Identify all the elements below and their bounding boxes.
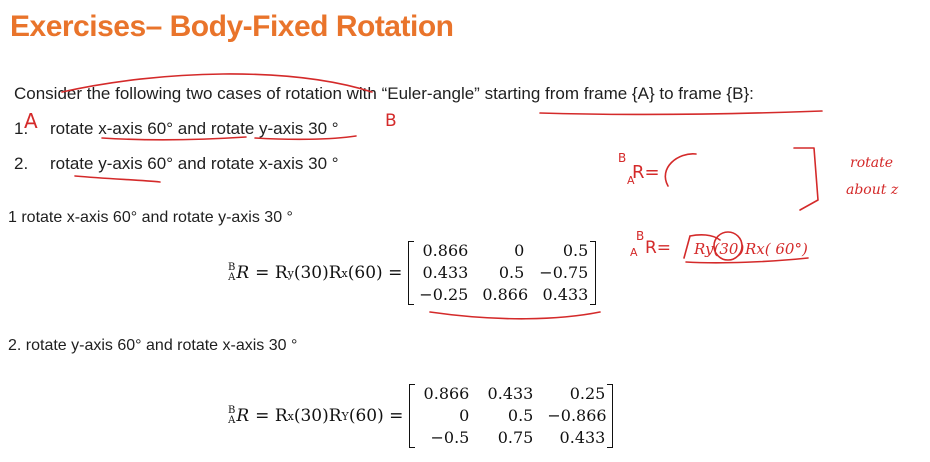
intro-text: Consider the following two cases of rotation with “Euler-angle” starting from frame {A} to frame {B}: — [14, 84, 754, 103]
matrix-cell: 0.5 — [507, 406, 534, 425]
ink-underline-y-axis-2 — [75, 176, 160, 182]
matrix-cell: 0.5 — [562, 241, 589, 260]
arg-1: (30)R — [293, 406, 342, 426]
sub-2: Y — [341, 409, 349, 423]
matrix-cell: 0.433 — [542, 285, 589, 304]
frame-sub: A — [228, 272, 236, 283]
equals-r: = R — [255, 406, 288, 426]
ink-label-a: A — [24, 109, 38, 133]
matrix-cell: 0.866 — [423, 384, 470, 403]
matrix-cell: −0.866 — [547, 406, 607, 425]
ink-label-b: B — [385, 111, 397, 131]
matrix-cell: 0.25 — [569, 384, 606, 403]
ink-ry-30: Ry(30) — [694, 240, 745, 258]
frame-super: B — [228, 405, 236, 416]
ink-left-paren — [665, 154, 696, 186]
matrix-cell: 0.433 — [487, 384, 534, 403]
ink-r-equals: R= — [632, 162, 660, 183]
matrix-cell: 0.866 — [482, 285, 529, 304]
arg-1: (30)R — [293, 263, 342, 283]
ink-underline-x-axis-1 — [102, 137, 246, 140]
solution-1-heading: 1 rotate x-axis 60° and rotate y-axis 30 ° — [8, 209, 293, 226]
ink-r-equals-2: R= — [645, 238, 672, 258]
rotation-symbol: R — [236, 406, 250, 426]
matrix-cell: 0 — [514, 241, 525, 260]
case-1-number: 1. — [14, 119, 29, 138]
ink-frame-super: B — [618, 151, 627, 165]
matrix-cell: 0.75 — [497, 428, 534, 447]
matrix-cell: 0.433 — [559, 428, 606, 447]
ink-frame-sub-2: A — [630, 246, 638, 259]
slide-title: Exercises– Body-Fixed Rotation — [10, 10, 454, 43]
ink-underline-matrix-1 — [430, 312, 600, 319]
frame-super: B — [228, 262, 236, 273]
frame-sub: A — [228, 415, 236, 426]
matrix-cell: 0.866 — [422, 241, 469, 260]
sub-2: x — [341, 266, 348, 280]
arg-2: (60) = — [348, 406, 404, 426]
solution-2-heading: 2. rotate y-axis 60° and rotate x-axis 30 ° — [8, 337, 298, 354]
matrix-cell: 0.5 — [498, 263, 525, 282]
rotation-symbol: R — [236, 263, 250, 283]
sub-1: y — [287, 266, 294, 280]
arg-2: (60) = — [347, 263, 403, 283]
ink-rx-60: Rx( 60°) — [745, 240, 808, 258]
matrix-cell: −0.75 — [539, 263, 589, 282]
ink-arc-over-intro — [62, 74, 372, 92]
ink-frame-super-2: B — [636, 229, 645, 243]
sub-1: x — [287, 409, 294, 423]
matrix-cell: 0.433 — [422, 263, 469, 282]
matrix-cell: 0 — [459, 406, 470, 425]
ink-underline-starting-frame — [540, 111, 822, 114]
ink-note-about: about z — [846, 182, 899, 198]
case-2-number: 2. — [14, 154, 29, 173]
case-1-text: rotate x-axis 60° and rotate y-axis 30 ° — [50, 119, 339, 138]
ink-underline-product — [686, 258, 808, 263]
ink-frame-sub: A — [627, 174, 635, 187]
equals-r: = R — [255, 263, 288, 283]
ink-right-bracket — [794, 148, 818, 210]
matrix-cell: −0.25 — [419, 285, 469, 304]
matrix-cell: −0.5 — [430, 428, 470, 447]
ink-note-rotate: rotate — [850, 155, 894, 171]
ink-underline-y-axis-1 — [255, 136, 356, 139]
case-2-text: rotate y-axis 60° and rotate x-axis 30 ° — [50, 154, 339, 173]
